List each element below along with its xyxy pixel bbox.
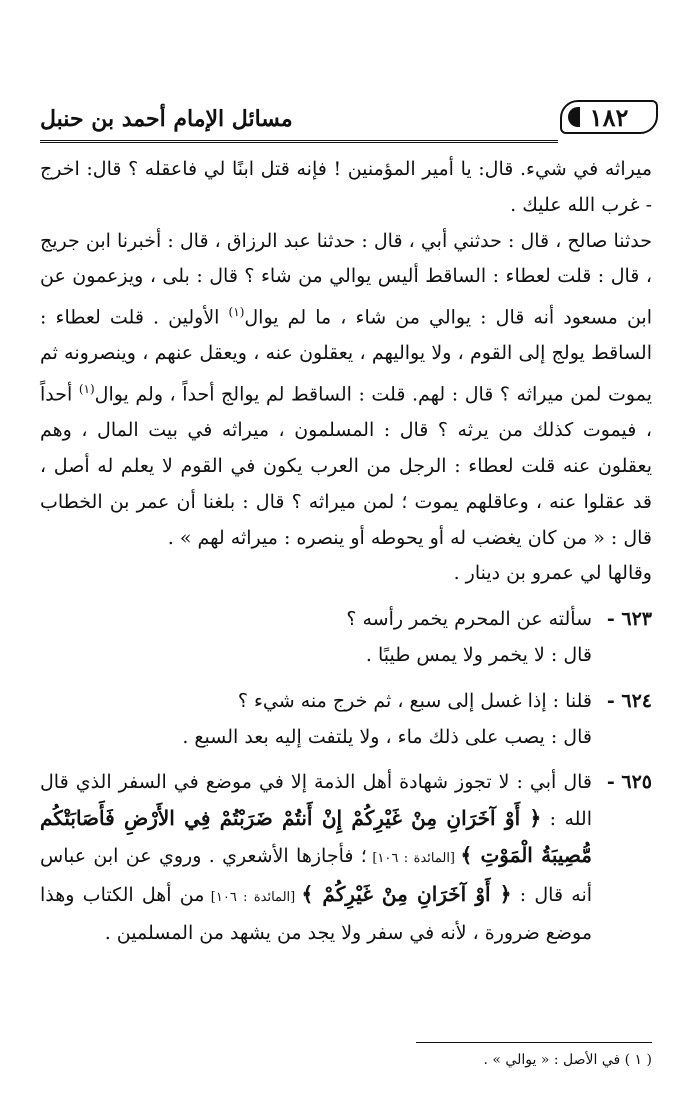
footnote-divider <box>416 1042 652 1043</box>
paragraph-1: ميراثه في شيء. قال: يا أمير المؤمنين ! فإنه قتل ابنًا لي فاعقله ؟ قال: اخرج - غرب الله عليك . <box>40 158 652 216</box>
item-number: ٦٢٥ - <box>606 771 652 794</box>
footnote: ( ١ ) في الأصل : « يوالي » . <box>483 1052 652 1068</box>
item-624 <box>40 684 652 720</box>
item-content <box>40 602 592 638</box>
verse-reference: [المائدة : ١٠٦] <box>204 889 302 905</box>
item-text <box>40 765 592 951</box>
paragraph-2 <box>40 224 652 557</box>
paragraph-2-part-c: أحداً ، فيموت كذلك من يرثه ؟ قال : المسلمون ، ميراثه في بيت المال ، وهم يعقلون عنه قلت لعطاء : الرجل من العرب يكون في القوم لا يعلم له أصل ، قد عقلوا عنه ، وعاقلهم يموت ؛ لمن ميراثه ؟ قال : بلغنا أن عمر بن الخطاب قال : « من كان يغضب له أو يحوطه أو ينصره : ميراثه لهم » . <box>40 383 652 549</box>
item-text-part-1: قال أبي : لا تجوز شهادة أهل الذمة إلا في موضع في السفر الذي قال الله : <box>40 771 593 831</box>
item-number: ٦٢٤ - <box>606 689 652 712</box>
footnote-marker: (١) <box>228 305 245 320</box>
verse-reference: [المائدة : ١٠٦] <box>366 851 461 866</box>
paragraph-2-part-a: حدثنا صالح ، قال : حدثني أبي ، قال : حدثنا عبد الرزاق ، قال : أخبرنا ابن جريج ، قال : قلت لعطاء : الساقط أليس يوالي من شاء ؟ قال : بلى ، ويزعمون عن ابن مسعود أنه قال : يوالي من شاء ، ما لم يوال <box>40 229 652 329</box>
page-number-badge <box>560 100 658 134</box>
item-question: قلنا : إذا غسل إلى سبع ، ثم خرج منه شيء ؟ <box>237 689 592 712</box>
paragraph-3: وقالها لي عمرو بن دينار . <box>453 562 652 585</box>
page-number: ١٨٢ <box>589 102 629 132</box>
page-header <box>40 96 658 142</box>
item-question: سألته عن المحرم يخمر رأسه ؟ <box>346 608 592 631</box>
item-number: ٦٢٣ - <box>606 608 652 631</box>
item-623 <box>40 602 652 638</box>
paragraph-2-part-b: الأولين . قلت لعطاء : الساقط يولج إلى القوم ، ولا يواليهم ، يعقلون عنه ، ويعقل عنهم ، وينصرونه ثم يموت لمن ميراثه ؟ قال : لهم. قلت : الساقط لم يوالج أحداً ، ولم يوال <box>40 306 652 406</box>
item-content <box>40 684 592 720</box>
item-text-part-3: من أهل الكتاب وهذا موضع ضرورة ، لأنه في سفر ولا يجد من يشهد من المسلمين . <box>40 883 592 944</box>
header-divider <box>40 140 558 143</box>
quran-verse: ﴿ أَوْ آخَرَانِ مِنْ غَيْرِكُمْ إِنْ أَنتُمْ ضَرَبْتُمْ فِي الأَرْضِ فَأَصَابَتْكُم مُّصِيبَةُ الْمَوْتِ ﴾ <box>40 806 592 867</box>
body-text <box>40 152 652 951</box>
item-content <box>40 765 592 951</box>
quran-verse: ﴿ أَوْ آخَرَانِ مِنْ غَيْرِكُمْ ﴾ <box>301 881 512 906</box>
item-625 <box>40 765 652 951</box>
book-title: مسائل الإمام أحمد بن حنبل <box>40 106 293 132</box>
item-answer: قال : يصب على ذلك ماء ، ولا يلتفت إليه بعد السبع . <box>182 725 592 748</box>
item-answer: قال : لا يخمر ولا يمس طيبًا . <box>365 644 592 667</box>
footnote-marker: (١) <box>78 382 95 397</box>
item-text-part-2: ؛ فأجازها الأشعري . وروي عن ابن عباس أنه قال : <box>40 845 593 906</box>
